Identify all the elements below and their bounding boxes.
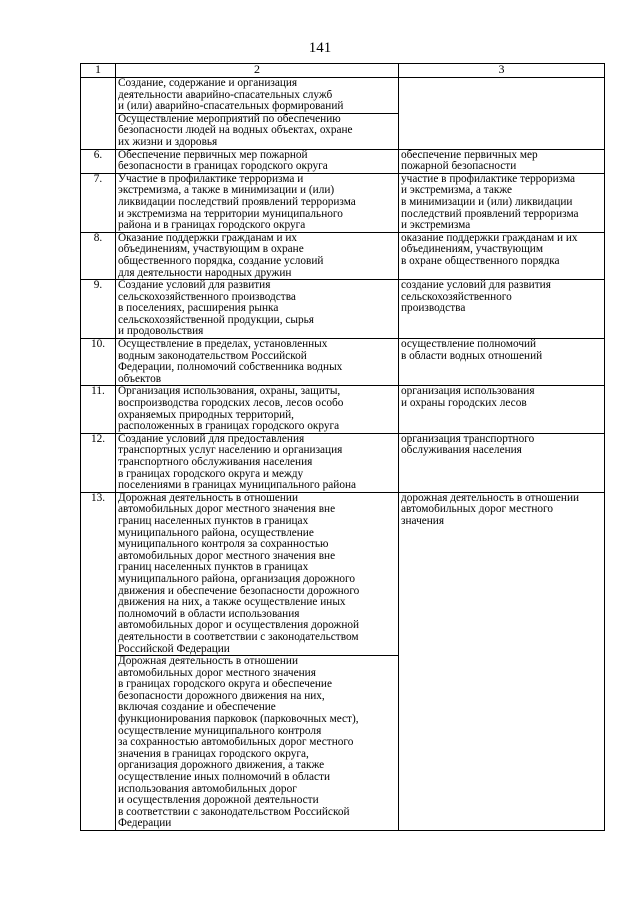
row-number: 10. (81, 339, 116, 386)
text-line: муниципального контроля за сохранностью (118, 539, 329, 551)
text-line: Создание условий для предоставления (118, 433, 305, 445)
table-row (81, 78, 605, 114)
text-line: обслуживания населения (401, 445, 522, 457)
power-cell (399, 386, 605, 433)
text-line: движения и обеспечение безопасности дорожного (118, 585, 360, 597)
power-cell (399, 492, 605, 830)
page-number: 141 (308, 40, 332, 56)
text-line: движения на них, а также осуществление иных (118, 597, 346, 609)
text-line: и осуществления дорожной деятельности (118, 795, 319, 807)
text-line: поселениями в границах муниципального района (118, 480, 357, 492)
text-line: и экстремизма (401, 220, 471, 232)
text-line: Оказание поддержки гражданам и их (118, 232, 298, 244)
text-line: последствий проявлений терроризма (401, 208, 579, 220)
text-line: и экстремизма, а также (401, 185, 512, 197)
function-cell (116, 232, 399, 279)
text-line: в соответствии с законодательством Российской (118, 806, 350, 818)
text-line: и продовольствия (118, 326, 204, 338)
text-line: осуществление муниципального контроля (118, 725, 322, 737)
text-line: безопасности людей на водных объектах, охране (118, 125, 353, 137)
table-row (81, 232, 605, 279)
table-row (81, 386, 605, 433)
text-line: организация транспортного (401, 433, 535, 445)
text-line: объектов (118, 373, 162, 385)
power-cell (399, 339, 605, 386)
text-line: муниципального района, осуществление (118, 527, 314, 539)
table-row (81, 433, 605, 492)
power-cell (399, 78, 605, 150)
header-row (81, 64, 605, 78)
text-line: организация использования (401, 386, 535, 398)
text-line: автомобильных дорог и осуществления дорожной (118, 620, 360, 632)
row-number: 9. (81, 280, 116, 339)
text-line: автомобильных дорог местного значения вне (118, 550, 336, 562)
text-line: объединениям, участвующим в охране (118, 244, 304, 256)
text-line: Создание условий для развития (118, 280, 271, 292)
text-line: создание условий для развития (401, 280, 551, 292)
function-cell (116, 492, 399, 655)
text-line: водным законодательством Российской (118, 350, 307, 362)
text-line: в поселениях, расширения рынка (118, 303, 279, 315)
power-cell (399, 149, 605, 173)
table-row (81, 173, 605, 232)
power-cell (399, 232, 605, 279)
text-line: общественного порядка, создание условий (118, 255, 324, 267)
row-number: 6. (81, 149, 116, 173)
text-line: Осуществление в пределах, установленных (118, 339, 328, 351)
table-row (81, 339, 605, 386)
text-line: Дорожная деятельность в отношении (118, 492, 298, 504)
text-line: воспроизводства городских лесов, лесов особо (118, 398, 344, 410)
text-line: безопасности в границах городского округа (118, 161, 328, 173)
text-line: в области водных отношений (401, 350, 543, 362)
text-line: расположенных в границах городского округа (118, 421, 340, 433)
function-cell (116, 78, 399, 114)
table-row (81, 280, 605, 339)
powers-table (80, 63, 605, 831)
text-line: автомобильных дорог местного (401, 504, 554, 516)
function-cell (116, 386, 399, 433)
text-line: транспортных услуг населению и организация (118, 445, 343, 457)
text-line: границ населенных пунктов в границах (118, 515, 309, 527)
text-line: дорожная деятельность в отношении (401, 492, 580, 504)
text-line: за сохранностью автомобильных дорог местного (118, 737, 354, 749)
text-line: транспортного обслуживания населения (118, 457, 313, 468)
table-row (81, 149, 605, 173)
text-line: оказание поддержки гражданам и их (401, 232, 578, 244)
function-cell (116, 433, 399, 492)
text-line: объединениям, участвующим (401, 244, 543, 256)
text-line: и охраны городских лесов (401, 398, 527, 410)
text-line: Организация использования, охраны, защиты, (118, 386, 341, 398)
function-cell (116, 656, 399, 831)
text-line: Участие в профилактике терроризма и (118, 173, 304, 185)
text-line: их жизни и здоровья (118, 136, 218, 148)
function-cell (116, 113, 399, 149)
header-col-2: 2 (116, 64, 399, 78)
text-line: в минимизации и (или) ликвидации (401, 196, 573, 208)
text-line: осуществление иных полномочий в области (118, 772, 330, 784)
text-line: Осуществление мероприятий по обеспечению (118, 113, 341, 125)
text-line: значения (401, 515, 445, 527)
table-row (81, 492, 605, 655)
text-line: в границах городского округа и обеспечение (118, 679, 332, 691)
text-line: функционирования парковок (парковочных мест), (118, 714, 359, 726)
row-number: 12. (81, 433, 116, 492)
text-line: организация дорожного движения, а также (118, 760, 325, 772)
text-line: производства (401, 303, 466, 315)
row-number: 8. (81, 232, 116, 279)
row-number: 13. (81, 492, 116, 830)
text-line: Российской Федерации (118, 643, 230, 655)
text-line: ликвидации последствий проявлений терроризма (118, 196, 356, 208)
function-cell (116, 280, 399, 339)
text-line: автомобильных дорог местного значения (118, 667, 316, 679)
function-cell (116, 173, 399, 232)
text-line: Обеспечение первичных мер пожарной (118, 149, 308, 161)
row-number: 11. (81, 386, 116, 433)
text-line: Федерации, полномочий собственника водных (118, 362, 343, 374)
power-cell (399, 173, 605, 232)
power-cell (399, 433, 605, 492)
function-cell (116, 149, 399, 173)
text-line: обеспечение первичных мер (401, 149, 538, 161)
text-line: сельскохозяйственного (401, 291, 512, 303)
row-number-cell (81, 78, 116, 150)
text-line: безопасности дорожного движения на них, (118, 690, 325, 702)
function-cell (116, 339, 399, 386)
text-line: и (или) аварийно-спасательных формирований (118, 101, 344, 113)
text-line: границ населенных пунктов в границах (118, 562, 309, 574)
text-line: охраняемых природных территорий, (118, 409, 295, 421)
text-line: в границах городского округа и между (118, 468, 304, 480)
text-line: пожарной безопасности (401, 161, 517, 173)
text-line: Дорожная деятельность в отношении (118, 656, 298, 668)
text-line: деятельности аварийно-спасательных служб (118, 89, 333, 101)
text-line: экстремизма, а также в минимизации и (или) (118, 185, 335, 197)
text-line: полномочий в области использования (118, 608, 300, 620)
text-line: осуществление полномочий (401, 339, 537, 351)
text-line: сельскохозяйственной продукции, сырья (118, 314, 314, 326)
text-line: в охране общественного порядка (401, 255, 560, 267)
text-line: включая создание и обеспечение (118, 702, 276, 714)
text-line: и экстремизма на территории муниципального (118, 208, 343, 220)
row-number: 7. (81, 173, 116, 232)
header-col-1: 1 (81, 64, 116, 78)
text-line: района и в границах городского округа (118, 220, 306, 232)
text-line: участие в профилактике терроризма (401, 173, 576, 185)
power-cell (399, 280, 605, 339)
text-line: сельскохозяйственного производства (118, 291, 296, 303)
text-line: значения в границах городского округа, (118, 748, 309, 760)
text-line: использования автомобильных дорог (118, 783, 297, 795)
text-line: Федерации (118, 818, 172, 830)
text-line: автомобильных дорог местного значения вне (118, 504, 336, 516)
header-col-3: 3 (399, 64, 605, 78)
text-line: муниципального района, организация дорожного (118, 573, 356, 585)
text-line: Создание, содержание и организация (118, 78, 298, 89)
text-line: для деятельности народных дружин (118, 267, 292, 279)
text-line: деятельности в соответствии с законодательством (118, 631, 359, 643)
